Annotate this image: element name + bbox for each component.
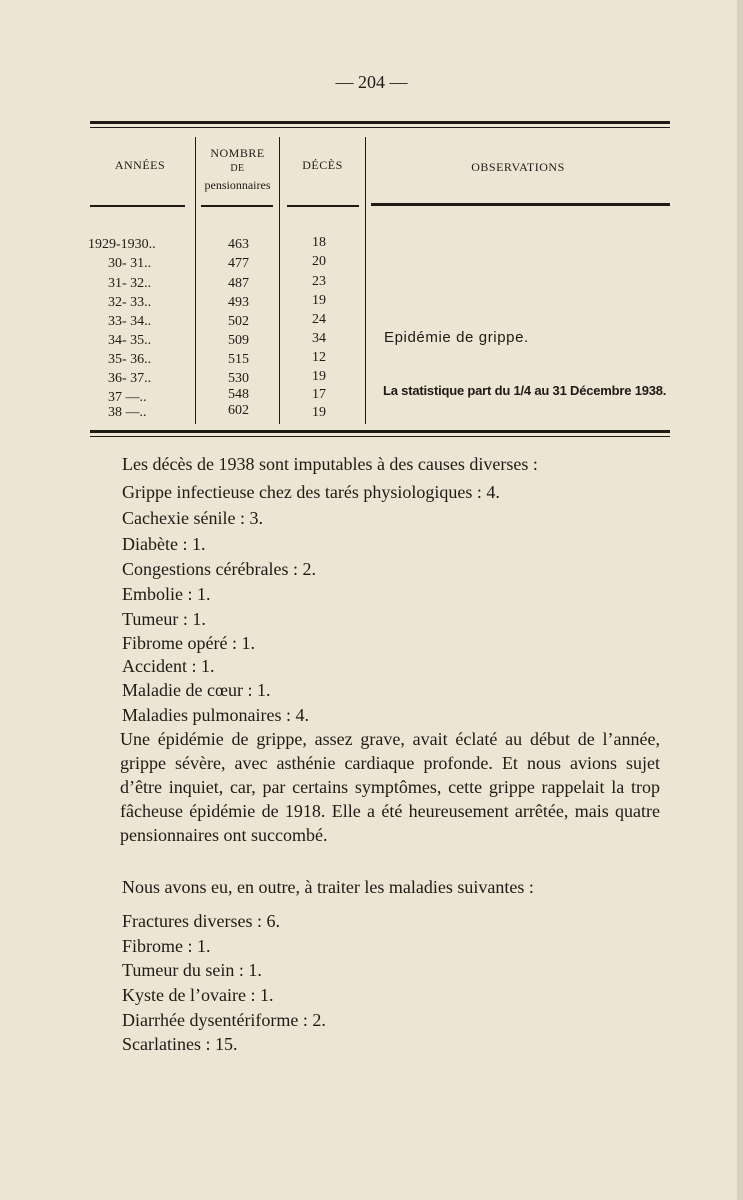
cause-item: Accident : 1. [122, 656, 215, 676]
row-deces: 17 [312, 387, 326, 402]
disease-item: Tumeur du sein : 1. [122, 960, 262, 980]
cause-item: Congestions cérébrales : 2. [122, 559, 316, 579]
page-edge [737, 0, 743, 1200]
disease-item: Scarlatines : 15. [122, 1034, 238, 1054]
row-deces: 34 [312, 331, 326, 346]
row-year: 32- 33.. [108, 295, 152, 310]
row-deces: 18 [312, 235, 326, 250]
epidemic-paragraph: Une épidémie de grippe, assez grave, avait éclaté au début de l’année, grippe sévère, avec asthénie cardiaque profonde. Et nous avions sujet d’être inquiet, car, par certains symptômes, cette grippe rappelait la trop fâcheuse épidémie de 1918. Elle a été heureusement arrêtée, mais quatre pensionnaires ont succombé. [120, 729, 660, 845]
row-year: 36- 37.. [108, 371, 152, 386]
cause-item: Diabète : 1. [122, 534, 206, 554]
row-year: 34- 35.. [108, 333, 152, 348]
header-nombre-line3: pensionnaires [204, 178, 271, 192]
column-divider [279, 137, 280, 424]
row-nombre: 509 [228, 333, 249, 348]
header-rule [90, 205, 185, 207]
row-deces: 24 [312, 312, 326, 327]
row-deces: 20 [312, 254, 326, 269]
table-top-rule [90, 121, 670, 124]
header-rule [287, 205, 359, 207]
table-bottom-rule [90, 430, 670, 433]
header-rule [371, 203, 670, 206]
row-year: 33- 34.. [108, 314, 152, 329]
cause-item: Tumeur : 1. [122, 609, 206, 629]
disease-item: Fractures diverses : 6. [122, 911, 280, 931]
disease-item: Diarrhée dysentériforme : 2. [122, 1010, 326, 1030]
row-deces: 12 [312, 350, 326, 365]
row-nombre: 548 [228, 387, 249, 402]
table-top-rule-thin [90, 127, 670, 128]
cause-item: Maladie de cœur : 1. [122, 680, 271, 700]
row-year: 30- 31.. [108, 256, 152, 271]
row-nombre: 493 [228, 295, 249, 310]
header-deces: DÉCÈS [302, 158, 343, 172]
cause-item: Cachexie sénile : 3. [122, 508, 263, 528]
row-nombre: 602 [228, 403, 249, 418]
row-nombre: 477 [228, 256, 249, 271]
observation-note: La statistique part du 1/4 au 31 Décembre 1938. [383, 383, 667, 398]
row-deces: 19 [312, 369, 326, 384]
column-divider [365, 137, 366, 424]
header-rule [201, 205, 273, 207]
row-nombre: 463 [228, 237, 249, 252]
row-year: 1929-1930.. [88, 237, 156, 252]
row-year: 31- 32.. [108, 276, 152, 291]
row-nombre: 487 [228, 276, 249, 291]
cause-item: Maladies pulmonaires : 4. [122, 705, 309, 725]
row-deces: 19 [312, 293, 326, 308]
row-deces: 19 [312, 405, 326, 420]
page-number: — 204 — [335, 72, 408, 92]
header-nombre-line1: NOMBRE [210, 146, 265, 160]
header-nombre-line2: DE [230, 163, 245, 174]
row-year: 38 —.. [108, 405, 147, 420]
row-deces: 23 [312, 274, 326, 289]
table-bottom-rule-thin [90, 436, 670, 437]
observation-note: Epidémie de grippe. [384, 329, 529, 346]
row-year: 35- 36.. [108, 352, 152, 367]
diseases-intro: Nous avons eu, en outre, à traiter les maladies suivantes : [122, 877, 534, 897]
disease-item: Fibrome : 1. [122, 936, 211, 956]
disease-item: Kyste de l’ovaire : 1. [122, 985, 274, 1005]
row-nombre: 515 [228, 352, 249, 367]
row-year: 37 —.. [108, 390, 147, 405]
header-observations: OBSERVATIONS [471, 160, 565, 174]
cause-item: Embolie : 1. [122, 584, 211, 604]
causes-intro: Les décès de 1938 sont imputables à des causes diverses : [122, 454, 538, 474]
cause-item: Grippe infectieuse chez des tarés physiologiques : 4. [122, 482, 500, 502]
row-nombre: 530 [228, 371, 249, 386]
cause-item: Fibrome opéré : 1. [122, 633, 255, 653]
header-annees: ANNÉES [114, 158, 166, 172]
header-nombre [196, 145, 279, 193]
row-nombre: 502 [228, 314, 249, 329]
